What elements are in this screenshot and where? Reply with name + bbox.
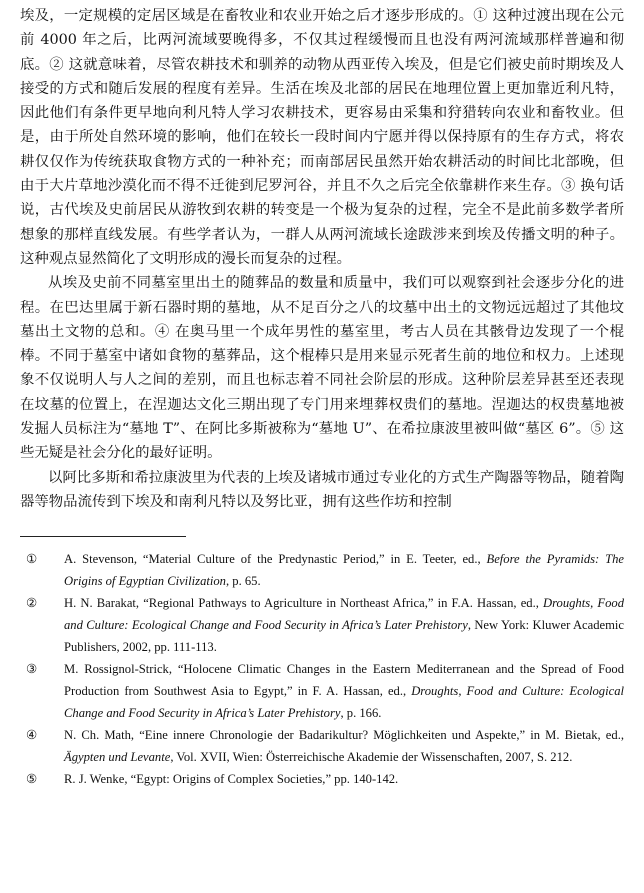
footnote-3 [20, 658, 624, 724]
footnote-book-title: Before the Pyramids: The Origins of Egyptian Civilization [64, 552, 624, 589]
footnote-citation-tail: , p. 65. [225, 574, 261, 589]
footnote-marker: ② [26, 596, 38, 611]
footnote-book-title: Droughts, Food and Culture: Ecological Change and Food Security in Africa’s Later Prehistory [64, 596, 624, 633]
footnote-citation-tail: , p. 166. [340, 706, 382, 721]
footnote-2 [20, 592, 624, 658]
footnote-text [64, 658, 624, 724]
footnote-text [64, 724, 624, 768]
body-paragraph-3: 以阿比多斯和希拉康波里为代表的上埃及诸城市通过专业化的方式生产陶器等物品，随着陶器等物品流传到下埃及和南利凡特以及努比亚，拥有这些作坊和控制 [20, 469, 624, 510]
footnote-citation: R. J. Wenke, “Egypt: Origins of Complex Societies,” pp. 140-142. [64, 772, 399, 787]
footnote-citation: M. Rossignol-Strick, “Holocene Climatic Changes in the Eastern Mediterranean and the Spread of Food Production from Southwest Asia to Egypt,” in F. A. Hassan, ed., [64, 662, 624, 699]
footnote-text [64, 592, 624, 658]
footnote-5 [20, 768, 624, 790]
footnote-marker: ① [26, 552, 38, 567]
footnote-citation: H. N. Barakat, “Regional Pathways to Agriculture in Northeast Africa,” in F.A. Hassan, ed., [64, 596, 544, 611]
footnote-marker: ④ [26, 728, 38, 743]
footnote-citation: A. Stevenson, “Material Culture of the Predynastic Period,” in E. Teeter, ed., [64, 552, 487, 567]
footnote-text [64, 768, 624, 790]
footnote-citation-tail: , Vol. XVII, Wien: Österreichische Akademie der Wissenschaften, 2007, S. 212. [170, 750, 573, 765]
footnote-4 [20, 724, 624, 768]
footnote-citation: N. Ch. Math, “Eine innere Chronologie der Badarikultur? Möglichkeiten und Aspekte,” in M. Bietak, ed., [64, 728, 624, 743]
footnote-separator [20, 536, 186, 537]
footnote-marker: ⑤ [26, 772, 38, 787]
footnote-book-title: Ägypten und Levante [64, 750, 171, 765]
footnote-citation-tail: , New York: Kluwer Academic Publishers, 2002, pp. 111-113. [64, 618, 625, 655]
body-paragraph-1: 埃及，一定规模的定居区域是在畜牧业和农业开始之后才逐步形成的。① 这种过渡出现在公元前 4000 年之后，比两河流域要晚得多，不仅其过程缓慢而且也没有两河流域那样普遍和彻底。② 这就意味着，尽管农耕技术和驯养的动物从西亚传入埃及，但是它们被史前时期埃及人接受的方式和随后发展的程度有差异。生活在埃及北部的居民在地理位置上更加靠近利凡特，因此他们有条件更早地向利凡特人学习农耕技术，更容易由采集和狩猎转向农业和畜牧业。但是，由于所处自然环境的影响，他们在较长一段时间内宁愿并得以保持原有的生存方式，将农耕仅仅作为传统获取食物方式的一种补充；而南部居民虽然开始农耕活动的时间比北部晚，但由于大片草地沙漠化而不得不迁徙到尼罗河谷，并且不久之后完全依靠耕作来生存。③ 换句话说，古代埃及史前居民从游牧到农耕的转变是一个极为复杂的过程，完全不是此前多数学者所想象的那样直线发展。有些学者认为，一群人从两河流域长途跋涉来到埃及传播文明的种子。这种观点显然简化了文明形成的漫长而复杂的过程。 [20, 8, 624, 267]
footnote-text [64, 548, 624, 592]
footnote-1 [20, 548, 624, 592]
footnote-marker: ③ [26, 662, 38, 677]
footnote-book-title: Droughts, Food and Culture: Ecological Change and Food Security in Africa’s Later Prehistory [64, 684, 624, 721]
body-paragraph-2: 从埃及史前不同墓室里出土的随葬品的数量和质量中，我们可以观察到社会逐步分化的进程。在巴达里属于新石器时期的墓地，从不足百分之八的坟墓中出土的文物远远超过了其他坟墓出土文物的总和。④ 在奥马里一个成年男性的墓室里，考古人员在其骸骨边发现了一个棍棒。不同于墓室中诸如食物的墓葬品，这个棍棒只是用来显示死者生前的地位和权力。上述现象不仅说明人与人之间的差别，而且也标志着不同社会阶层的形成。这种阶层差异甚至还表现在坟墓的位置上，在涅迦达文化三期出现了专门用来埋葬权贵们的墓地。涅迦达的权贵墓地被发掘人员标注为“墓地 T”、在阿比多斯被称为“墓地 U”、在希拉康波里被叫做“墓区 6”。⑤ 这些无疑是社会分化的最好证明。 [20, 275, 624, 462]
